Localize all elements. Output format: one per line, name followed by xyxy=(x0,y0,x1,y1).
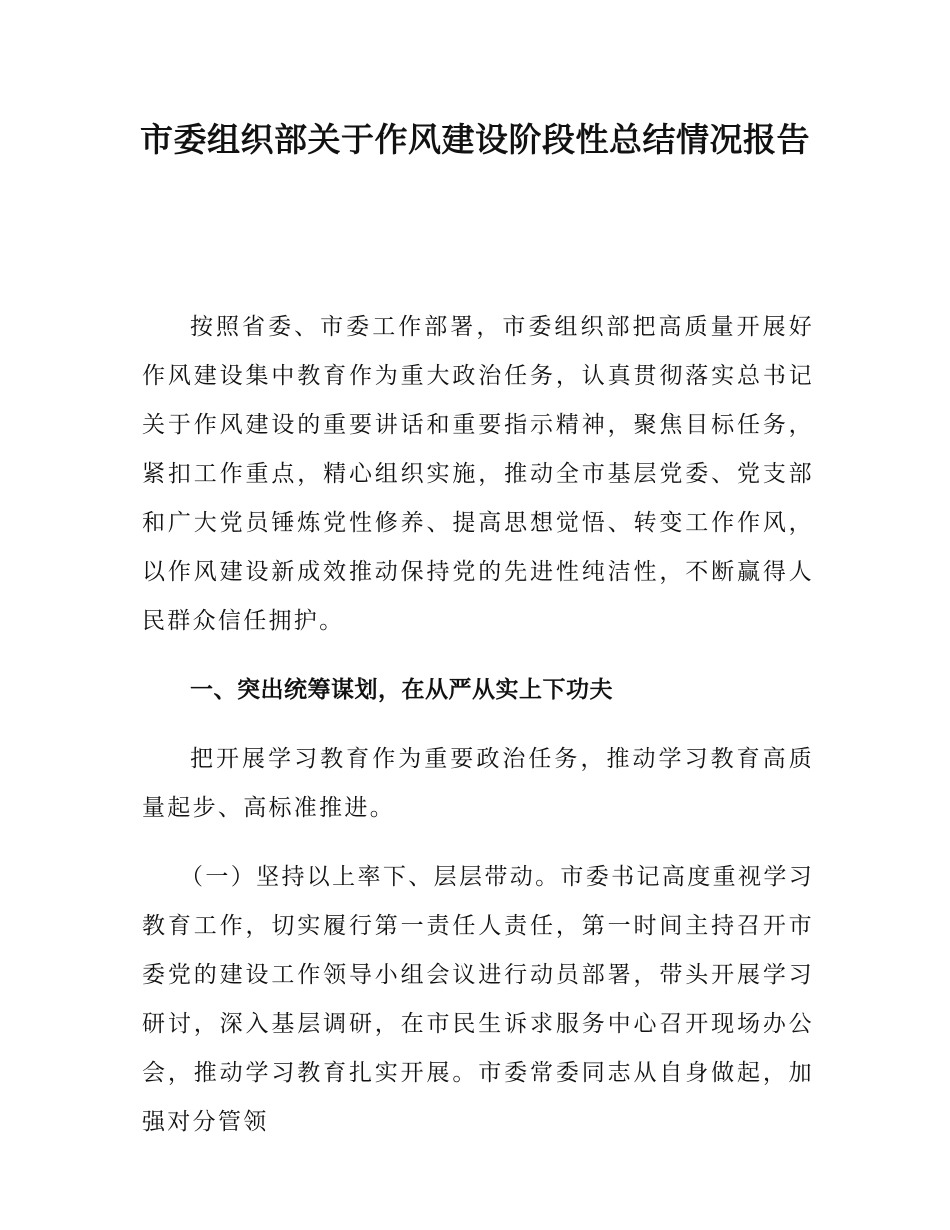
document-body xyxy=(142,303,814,1167)
section-1-intro-paragraph: 把开展学习教育作为重要政治任务，推动学习教育高质量起步、高标准推进。 xyxy=(142,746,814,821)
document-title: 市委组织部关于作风建设阶段性总结情况报告 xyxy=(140,120,810,159)
section-1-item-1-paragraph: （一）坚持以上率下、层层带动。市委书记高度重视学习教育工作，切实履行第一责任人责任，第一时间主持召开市委党的建设工作领导小组会议进行动员部署，带头开展学习研讨，深入基层调研，在市民生诉求服务中心召开现场办公会，推动学习教育扎实开展。市委常委同志从自身做起，加强对分管领 xyxy=(142,864,814,1135)
section-1-heading: 一、突出统筹谋划，在从严从实上下功夫 xyxy=(190,677,613,703)
intro-paragraph: 按照省委、市委工作部署，市委组织部把高质量开展好作风建设集中教育作为重大政治任务，认真贯彻落实总书记关于作风建设的重要讲话和重要指示精神，聚焦目标任务，紧扣工作重点，精心组织实施，推动全市基层党委、党支部和广大党员锤炼党性修养、提高思想觉悟、转变工作作风，以作风建设新成效推动保持党的先进性纯洁性，不断赢得人民群众信任拥护。 xyxy=(142,314,814,634)
